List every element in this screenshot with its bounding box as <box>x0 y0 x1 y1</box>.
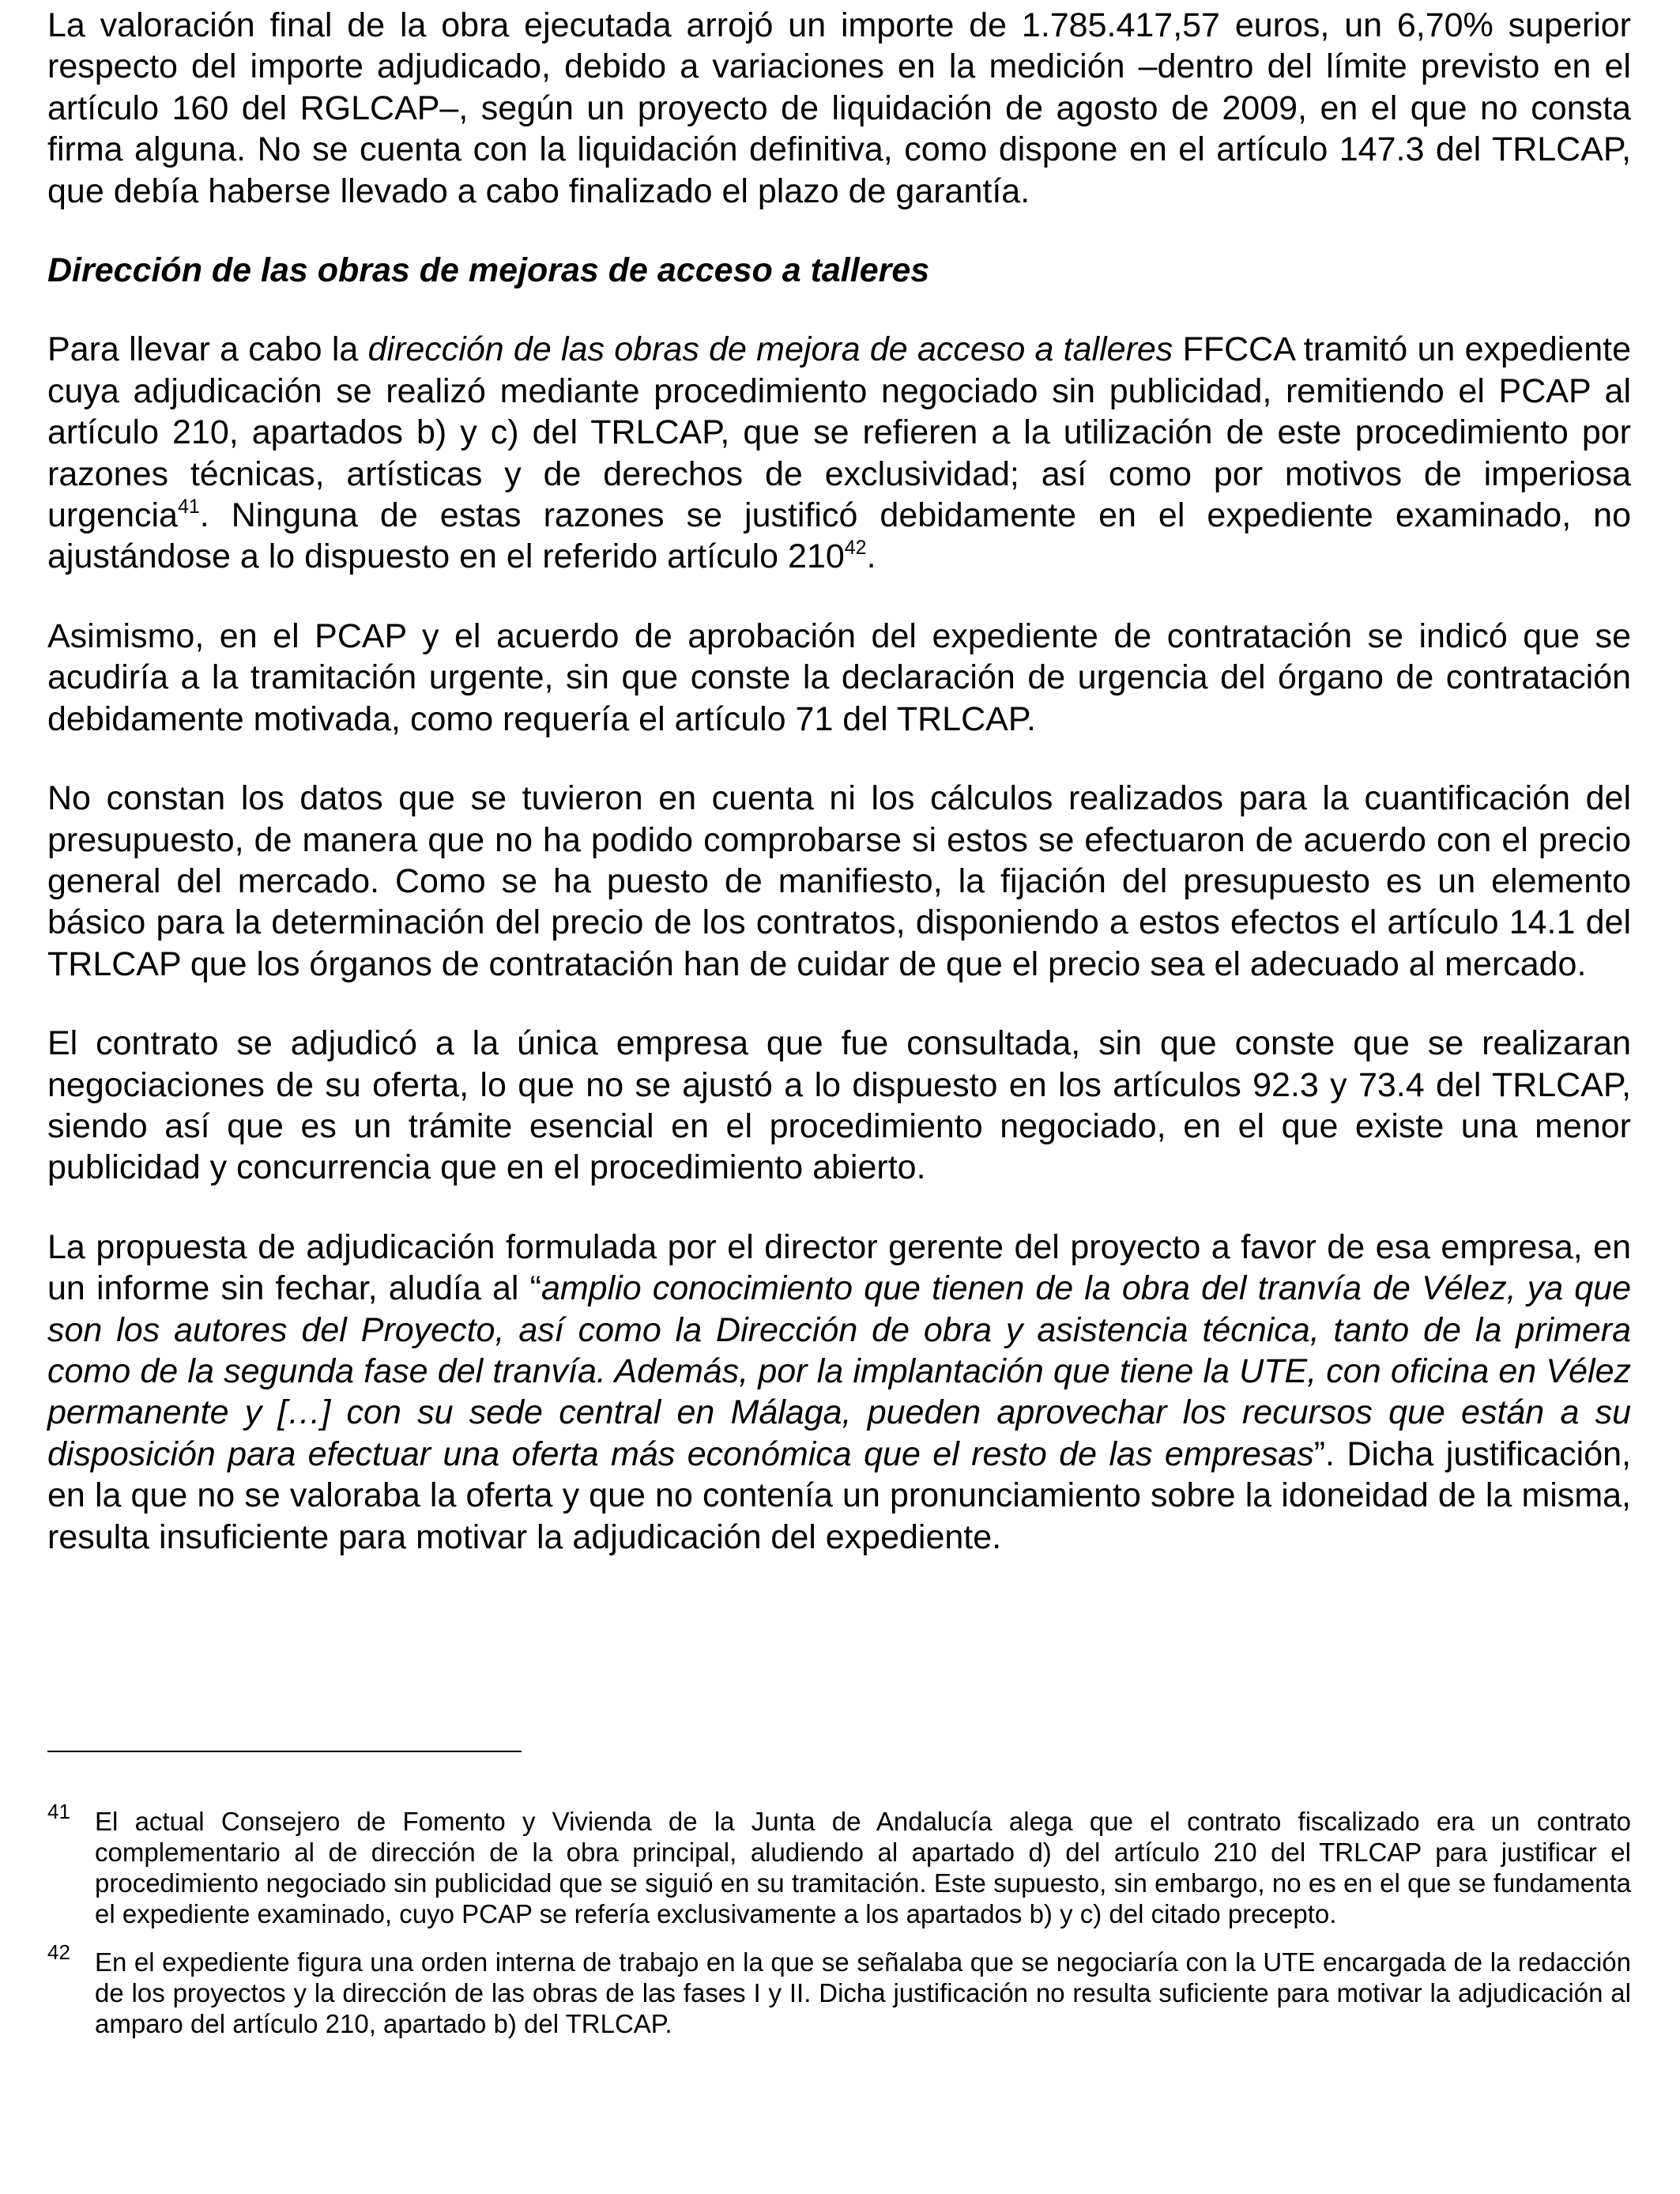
footnote-reference-41[interactable]: 41 <box>177 496 200 518</box>
footnote-text: El actual Consejero de Fomento y Vivienda de la Junta de Andalucía alega que el contrato fiscalizado era un contrato complementario al de dirección de la obra principal, aludiendo al apartado d) del artículo 210 del TRLCAP para justificar el procedimiento negociado sin publicidad que se siguió en su tramitación. Este supuesto, sin embargo, no es en el que se fundamenta el expediente examinado, cuyo PCAP se refería exclusivamente a los apartados b) y c) del citado precepto. <box>95 1807 1631 1928</box>
footnote-41 <box>47 1800 1631 1929</box>
footnote-text: En el expediente figura una orden interna de trabajo en la que se señalaba que se negociaría con la UTE encargada de la redacción de los proyectos y la dirección de las obras de las fases I y II. Dicha justificación no resulta suficiente para motivar la adjudicación al amparo del artículo 210, apartado b) del TRLCAP. <box>95 1947 1631 2038</box>
text-run: La propuesta de adjudicación formulada por el director gerente del proyecto a favor de esa empresa, en un informe sin fechar, aludía al “ <box>47 1227 1631 1308</box>
footnote-number: 42 <box>47 1940 70 1964</box>
text-run: . <box>866 537 876 576</box>
paragraph-budget: No constan los datos que se tuvieron en cuenta ni los cálculos realizados para la cuantificación del presupuesto, de manera que no ha podido comprobarse si estos se efectuaron de acuerdo con el precio general del mercado. Como se ha puesto de manifiesto, la fijación del presupuesto es un elemento básico para la determinación del precio de los contratos, disponiendo a estos efectos el artículo 14.1 del TRLCAP que los órganos de contratación han de cuidar de que el precio sea el adecuado al mercado. <box>47 779 1631 983</box>
paragraph-final-valuation: La valoración final de la obra ejecutada arrojó un importe de 1.785.417,57 euros, un 6,70% superior respecto del importe adjudicado, debido a variaciones en la medición –dentro del límite previsto en el artículo 160 del RGLCAP–, según un proyecto de liquidación de agosto de 2009, en el que no consta firma alguna. No se cuenta con la liquidación definitiva, como dispone en el artículo 147.3 del TRLCAP, que debía haberse llevado a cabo finalizado el plazo de garantía. <box>47 6 1631 210</box>
paragraph-urgency: Asimismo, en el PCAP y el acuerdo de aprobación del expediente de contratación se indicó que se acudiría a la tramitación urgente, sin que conste la declaración de urgencia del órgano de contratación debidamente motivada, como requería el artículo 71 del TRLCAP. <box>47 616 1631 738</box>
text-run: ”. Dicha justificación, en la que no se valoraba la oferta y que no contenía un pronunciamiento sobre la idoneidad de la misma, resulta insuficiente para motivar la adjudicación del expediente. <box>47 1434 1631 1556</box>
footnotes <box>47 1800 1631 2056</box>
italic-text-run: dirección de las obras de mejora de acceso a talleres <box>367 330 1173 369</box>
footnote-separator <box>47 1751 522 1752</box>
paragraph-procedure <box>47 329 1631 577</box>
text-run: Para llevar a cabo la <box>47 330 368 369</box>
footnote-42 <box>47 1940 1631 2039</box>
paragraph-award: El contrato se adjudicó a la única empresa que fue consultada, sin que conste que se realizaran negociaciones de su oferta, lo que no se ajustó a lo dispuesto en los artículos 92.3 y 73.4 del TRLCAP, siendo así que es un trámite esencial en el procedimiento negociado, en el que existe una menor publicidad y concurrencia que en el procedimiento abierto. <box>47 1024 1631 1187</box>
italic-quote: amplio conocimiento que tienen de la obra del tranvía de Vélez, ya que son los autores del Proyecto, así como la Dirección de obra y asistencia técnica, tanto de la primera como de la segunda fase del tranvía. Además, por la implantación que tiene la UTE, con oficina en Vélez permanente y […] con su sede central en Málaga, pueden aprovechar los recursos que están a su disposición para efectuar una oferta más económica que el resto de las empresas <box>47 1269 1631 1473</box>
text-run: FFCCA tramitó un expediente cuya adjudicación se realizó mediante procedimiento negociado sin publicidad, remitiendo el PCAP al artículo 210, apartados b) y c) del TRLCAP, que se refieren a la utilización de este procedimiento por razones técnicas, artísticas y de derechos de exclusividad; así como por motivos de imperiosa urgencia <box>47 330 1631 535</box>
text-run: . Ninguna de estas razones se justificó debidamente en el expediente examinado, no ajustándose a lo dispuesto en el referido artículo 210 <box>47 496 1631 576</box>
paragraph-proposal <box>47 1227 1631 1558</box>
footnote-number: 41 <box>47 1800 70 1823</box>
document-body <box>47 5 1631 1596</box>
footnote-reference-42[interactable]: 42 <box>844 537 867 560</box>
section-heading: Dirección de las obras de mejoras de acceso a talleres <box>47 251 930 290</box>
